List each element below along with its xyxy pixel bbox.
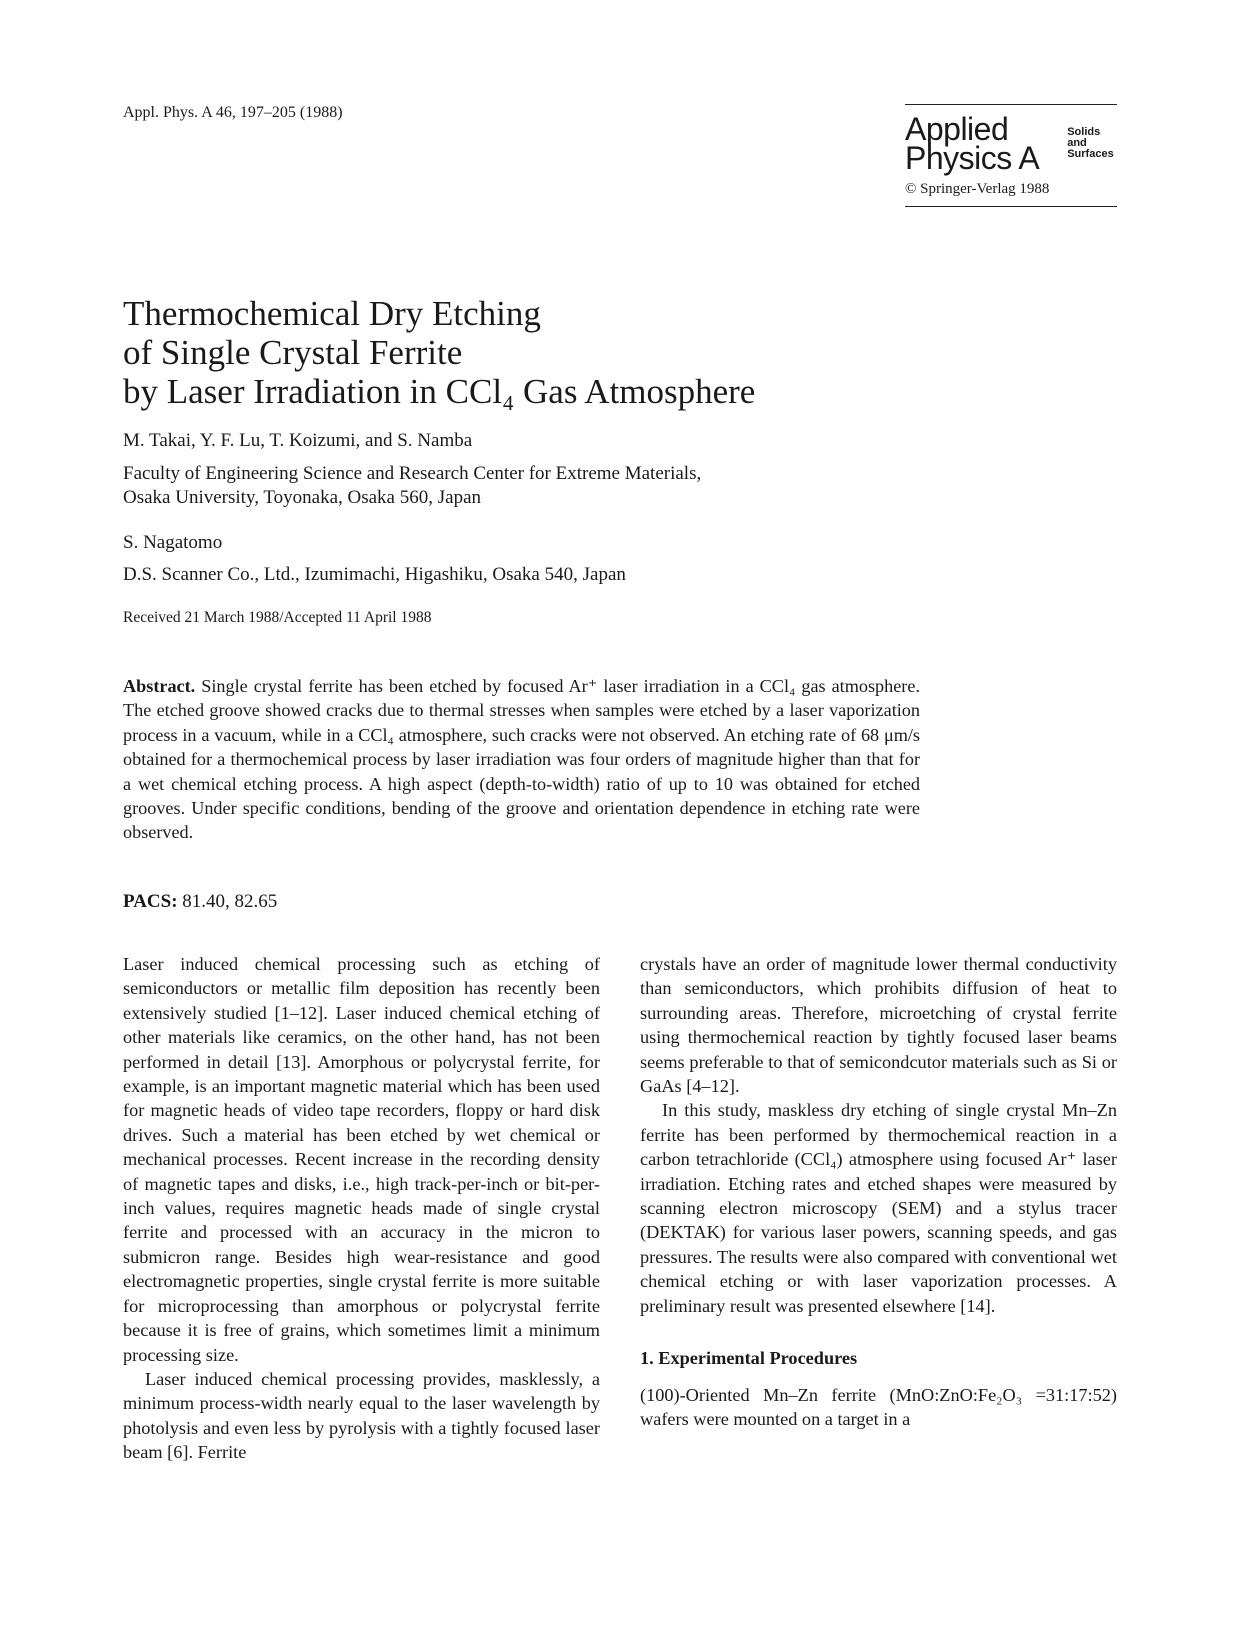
paper-title [123,294,755,411]
pacs-label: PACS: [123,891,178,912]
author-second-group: S. Nagatomo [123,532,223,553]
journal-section-word1: Solids [1067,126,1101,138]
paper-title-line1: Thermochemical Dry Etching [123,294,541,333]
journal-section-word3: Surfaces [1067,148,1114,160]
journal-name [905,111,1040,176]
section-heading: 1. Experimental Procedures [640,1348,858,1369]
affiliation-2: D.S. Scanner Co., Ltd., Izumimachi, Higashiku, Osaka 540, Japan [123,564,626,585]
affiliation-1 [123,462,701,510]
journal-name-line1: Applied [905,111,1009,147]
body-paragraph: (100)-Oriented Mn–Zn ferrite (MnO:ZnO:Fe₂O₃ =31:17:52) wafers were mounted on a target in a [640,1384,1117,1429]
body-column-left [123,952,600,1465]
affiliation-1-line1: Faculty of Engineering Science and Research Center for Extreme Materials, [123,463,702,484]
abstract-label: Abstract. [123,676,196,696]
body-paragraph: In this study, maskless dry etching of single crystal Mn–Zn ferrite has been performed by thermochemical reaction in a carbon tetrachloride (CCl₄) atmosphere using focused Ar⁺ laser irradiation. Etching rates and etched shapes were measured by scanning electron microscopy (SEM) and a stylus tracer (DEKTAK) for various laser powers, scanning speeds, and gas pressures. The results were also compared with conventional wet chemical etching or with laser vaporization processes. A preliminary result was presented elsewhere [14]. [640,1100,1117,1316]
copyright-notice: © Springer-Verlag 1988 [905,181,1050,197]
body-paragraph: Laser induced chemical processing such as etching of semiconductors or metallic film deposition has recently been extensively studied [1–12]. Laser induced chemical etching of other materials like ceramics, on the other hand, has not been performed in detail [13]. Amorphous or polycrystal ferrite, for example, is an important magnetic material which has been used for magnetic heads of video tape recorders, floppy or hard disk drives. Such a material has been etched by wet chemical or mechanical processes. Recent increase in the recording density of magnetic tapes and disks, i.e., high track-per-inch or bit-per-inch values, requires magnetic heads made of single crystal ferrite and processed with an accuracy in the micron to submicron range. Besides high wear-resistance and good electromagnetic properties, single crystal ferrite is more suitable for microprocessing than amorphous or polycrystal ferrite because it is free of grains, which sometimes limit a minimum processing size. [123,954,600,1365]
body-paragraph: crystals have an order of magnitude lower thermal conductivity than semiconductors, which prohibits diffusion of heat to surrounding areas. Therefore, microetching of crystal ferrite using thermochemical reaction by tightly focused laser beams seems preferable to that of semicondcutor materials such as Si or GaAs [4–12]. [640,954,1117,1097]
pacs-value: 81.40, 82.65 [177,891,278,912]
journal-citation: Appl. Phys. A 46, 197–205 (1988) [123,104,343,121]
paper-title-line3: by Laser Irradiation in CCl₄ Gas Atmosphere [123,372,756,411]
journal-logo-block [905,104,1117,207]
journal-logo [905,111,1117,176]
abstract [123,674,920,845]
journal-section-word2: and [1067,137,1087,149]
paper-title-line2: of Single Crystal Ferrite [123,333,463,372]
abstract-text: Single crystal ferrite has been etched by focused Ar⁺ laser irradiation in a CCl₄ gas atmosphere. The etched groove showed cracks due to thermal stresses when samples were etched by a laser vaporization process in a vacuum, while in a CCl₄ atmosphere, such cracks were not observed. An etching rate of 68 μm/s obtained for a thermochemical process by laser irradiation was four orders of magnitude higher than that for a wet chemical etching process. A high aspect (depth-to-width) ratio of up to 10 was obtained for etched grooves. Under specific conditions, bending of the groove and orientation dependence in etching rate were observed. [123,676,920,843]
journal-section-label [1067,127,1113,160]
received-dates: Received 21 March 1988/Accepted 11 April 1988 [123,609,432,626]
author-list: M. Takai, Y. F. Lu, T. Koizumi, and S. Namba [123,430,473,451]
body-column-right [640,952,1117,1431]
body-paragraph: Laser induced chemical processing provides, masklessly, a minimum process-width nearly equal to the laser wavelength by photolysis and even less by pyrolysis with a tightly focused laser beam [6]. Ferrite [123,1368,600,1463]
affiliation-1-line2: Osaka University, Toyonaka, Osaka 560, Japan [123,487,482,508]
pacs-codes [123,891,277,913]
journal-name-line2: Physics A [905,140,1040,176]
